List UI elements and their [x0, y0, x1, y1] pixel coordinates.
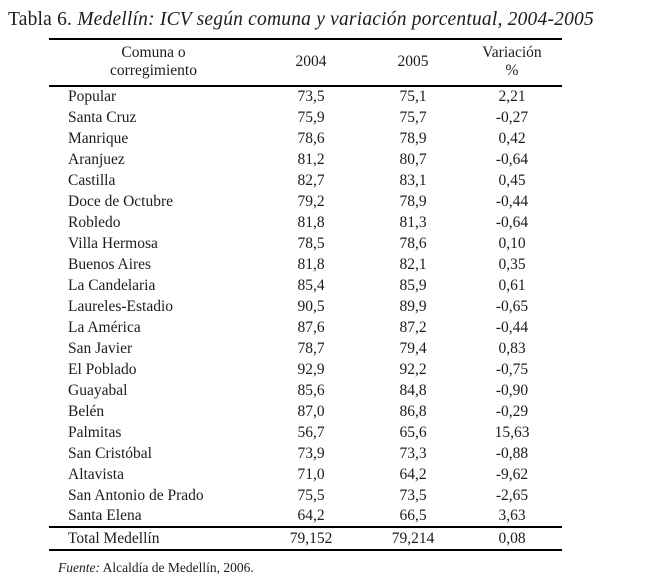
table-row	[49, 380, 562, 401]
cell-2005: 81,3	[399, 213, 427, 231]
table-row	[49, 401, 562, 422]
table-caption-prefix: Tabla 6.	[8, 9, 78, 30]
total-label: Total Medellín	[68, 529, 160, 547]
table-row	[49, 296, 562, 317]
cell-comuna: Altavista	[68, 465, 124, 483]
cell-variacion: 0,61	[498, 276, 526, 294]
table-footer	[49, 527, 562, 550]
cell-2005: 78,9	[399, 192, 427, 210]
cell-2004: 78,6	[297, 129, 325, 147]
cell-2005: 86,8	[399, 402, 427, 420]
cell-variacion: 0,42	[498, 129, 526, 147]
cell-variacion: -0,29	[495, 402, 529, 420]
table-row	[49, 233, 562, 254]
cell-variacion: -0,44	[495, 192, 529, 210]
header-comuna-line2: corregimiento	[110, 62, 197, 79]
cell-2004: 56,7	[297, 423, 325, 441]
table-caption-italic: Medellín: ICV según comuna y variación porcentual, 2004-2005	[77, 9, 594, 30]
cell-2005: 78,6	[399, 234, 427, 252]
cell-2004: 81,8	[297, 255, 325, 273]
cell-variacion: 0,35	[498, 255, 526, 273]
table-row	[49, 149, 562, 170]
cell-variacion: -0,75	[495, 360, 529, 378]
cell-2004: 75,9	[297, 108, 325, 126]
table-body	[49, 86, 562, 527]
source-label: Fuente:	[58, 560, 100, 575]
cell-2004: 90,5	[297, 297, 325, 315]
cell-comuna: Belén	[68, 402, 105, 420]
cell-comuna: San Javier	[68, 339, 133, 357]
cell-variacion: -2,65	[495, 486, 529, 504]
cell-variacion: 0,83	[498, 339, 526, 357]
table-row	[49, 359, 562, 380]
cell-variacion: -9,62	[495, 465, 529, 483]
table-row	[49, 254, 562, 275]
cell-variacion: 0,45	[498, 171, 526, 189]
cell-comuna: Buenos Aires	[68, 255, 152, 273]
cell-2005: 79,4	[399, 339, 427, 357]
total-2004: 79,152	[289, 529, 333, 547]
icv-table	[49, 38, 562, 551]
cell-variacion: 3,63	[498, 507, 526, 524]
total-row	[49, 527, 562, 550]
cell-variacion: -0,65	[495, 297, 529, 315]
cell-comuna: El Poblado	[68, 360, 137, 378]
cell-2005: 82,1	[399, 255, 427, 273]
cell-2005: 89,9	[399, 297, 427, 315]
header-row	[49, 39, 562, 86]
cell-2005: 92,2	[399, 360, 427, 378]
cell-comuna: Villa Hermosa	[68, 234, 158, 252]
cell-2005: 75,1	[399, 88, 427, 105]
cell-comuna: Santa Cruz	[68, 108, 137, 126]
cell-comuna: Robledo	[68, 213, 121, 231]
table-row	[49, 485, 562, 506]
header-variacion	[462, 39, 562, 86]
cell-2004: 73,5	[297, 88, 325, 105]
cell-comuna: Santa Elena	[68, 507, 142, 524]
cell-2004: 81,8	[297, 213, 325, 231]
table-row	[49, 128, 562, 149]
cell-2004: 75,5	[297, 486, 325, 504]
cell-variacion: -0,44	[495, 318, 529, 336]
cell-2005: 64,2	[399, 465, 427, 483]
table-row	[49, 464, 562, 485]
cell-comuna: La Candelaria	[68, 276, 156, 294]
cell-comuna: Laureles-Estadio	[68, 297, 174, 315]
header-2004: 2004	[295, 53, 327, 70]
cell-2004: 73,9	[297, 444, 325, 462]
table-row	[49, 191, 562, 212]
cell-comuna: La América	[68, 318, 141, 336]
cell-2004: 92,9	[297, 360, 325, 378]
source-text: Alcaldía de Medellín, 2006.	[99, 560, 254, 575]
cell-2005: 65,6	[399, 423, 427, 441]
header-2005: 2005	[397, 53, 429, 70]
cell-2004: 85,6	[297, 381, 325, 399]
cell-comuna: Manrique	[68, 129, 129, 147]
cell-variacion: -0,88	[495, 444, 529, 462]
cell-variacion: -0,27	[495, 108, 529, 126]
cell-2004: 87,0	[297, 402, 325, 420]
cell-2004: 64,2	[297, 507, 325, 524]
cell-comuna: Guayabal	[68, 381, 128, 399]
header-variacion-line2: %	[505, 62, 519, 79]
cell-comuna: Castilla	[68, 171, 116, 189]
header-variacion-line1: Variación	[482, 44, 542, 61]
cell-2005: 83,1	[399, 171, 427, 189]
cell-2004: 85,4	[297, 276, 325, 294]
table-caption	[8, 7, 656, 33]
table-row	[49, 275, 562, 296]
total-variacion: 0,08	[498, 529, 526, 547]
cell-2005: 80,7	[399, 150, 427, 168]
cell-2005: 84,8	[399, 381, 427, 399]
cell-comuna: Aranjuez	[68, 150, 125, 168]
source-note	[58, 560, 656, 576]
cell-2004: 78,5	[297, 234, 325, 252]
table-row	[49, 107, 562, 128]
table-row	[49, 170, 562, 191]
table-header	[49, 39, 562, 86]
cell-2004: 78,7	[297, 339, 325, 357]
cell-2005: 75,7	[399, 108, 427, 126]
header-comuna-line1: Comuna o	[121, 44, 186, 61]
cell-2005: 78,9	[399, 129, 427, 147]
table-row	[49, 443, 562, 464]
cell-comuna: Palmitas	[68, 423, 122, 441]
cell-2004: 79,2	[297, 192, 325, 210]
cell-comuna: San Cristóbal	[68, 444, 152, 462]
table-row	[49, 506, 562, 527]
cell-2005: 85,9	[399, 276, 427, 294]
table-row	[49, 422, 562, 443]
cell-variacion: 2,21	[498, 88, 526, 105]
table-row	[49, 317, 562, 338]
cell-2005: 66,5	[399, 507, 427, 524]
cell-variacion: -0,90	[495, 381, 529, 399]
cell-2004: 82,7	[297, 171, 325, 189]
cell-comuna: San Antonio de Prado	[68, 486, 204, 504]
total-2005: 79,214	[391, 529, 435, 547]
cell-variacion: 15,63	[494, 423, 530, 441]
cell-2004: 87,6	[297, 318, 325, 336]
cell-2005: 73,5	[399, 486, 427, 504]
table-row	[49, 86, 562, 107]
cell-2005: 87,2	[399, 318, 427, 336]
cell-variacion: -0,64	[495, 213, 529, 231]
cell-variacion: 0,10	[498, 234, 526, 252]
cell-comuna: Doce de Octubre	[68, 192, 174, 210]
cell-2004: 81,2	[297, 150, 325, 168]
cell-2005: 73,3	[399, 444, 427, 462]
cell-2004: 71,0	[297, 465, 325, 483]
table-row	[49, 338, 562, 359]
cell-comuna: Popular	[68, 88, 117, 105]
table-row	[49, 212, 562, 233]
header-comuna	[49, 39, 258, 86]
cell-variacion: -0,64	[495, 150, 529, 168]
